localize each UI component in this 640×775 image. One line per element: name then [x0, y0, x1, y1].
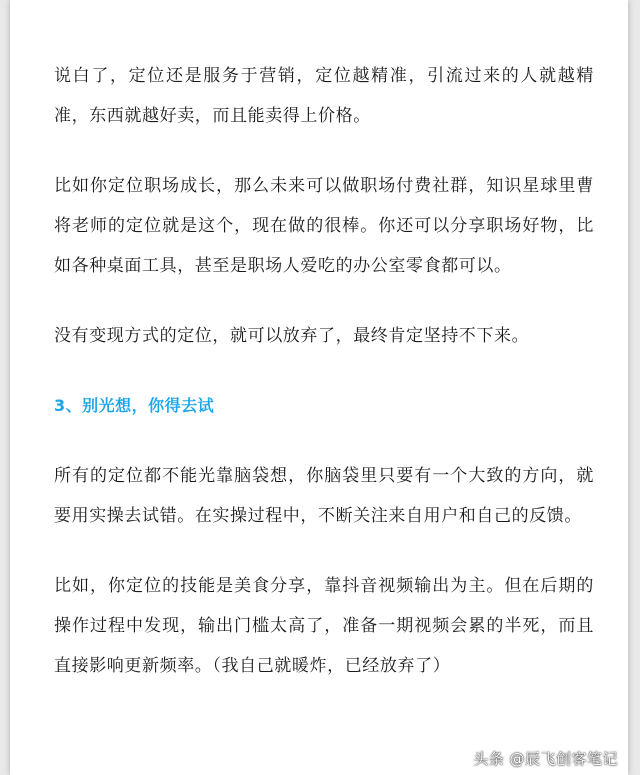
paragraph-trial-and-error: 所有的定位都不能光靠脑袋想，你脑袋里只要有一个大致的方向，就要用实操去试错。在实操过程中，不断关注来自用户和自己的反馈。 [54, 466, 594, 526]
document-page [10, 0, 628, 775]
paragraph-give-up-no-monetization: 没有变现方式的定位，就可以放弃了，最终肯定坚持不下来。 [54, 326, 530, 346]
document-content [54, 56, 594, 686]
section-heading-go-try: 3、别光想，你得去试 [54, 396, 215, 415]
toutiao-watermark: 头条 @辰飞创客笔记 [473, 750, 618, 768]
paragraph-food-sharing-example: 比如，你定位的技能是美食分享，靠抖音视频输出为主。但在后期的操作过程中发现，输出门槛太高了，准备一期视频会累的半死，而且直接影响更新频率。（我自己就暖炸，已经放弃了） [54, 576, 594, 676]
paragraph-career-growth-example: 比如你定位职场成长，那么未来可以做职场付费社群，知识星球里曹将老师的定位就是这个，现在做的很棒。你还可以分享职场好物，比如各种桌面工具，甚至是职场人爱吃的办公室零食都可以。 [54, 176, 594, 276]
paragraph-positioning-serves-marketing: 说白了，定位还是服务于营销，定位越精准，引流过来的人就越精准，东西就越好卖，而且能卖得上价格。 [54, 66, 594, 126]
